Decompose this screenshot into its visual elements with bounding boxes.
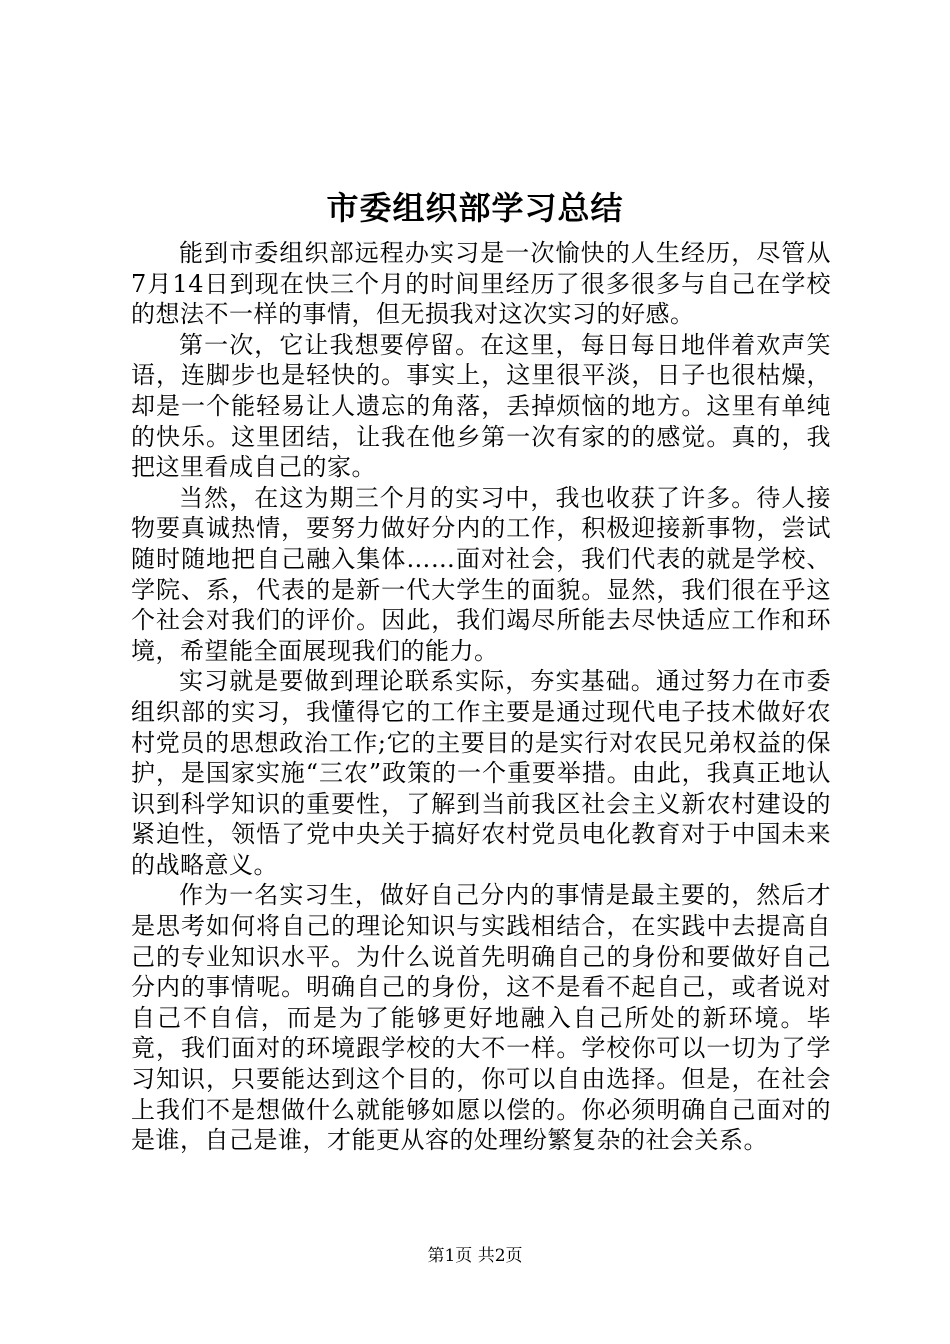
paragraph-4: 实习就是要做到理论联系实际，夯实基础。通过努力在市委组织部的实习，我懂得它的工作主要是通过现代电子技术做好农村党员的思想政治工作;它的主要目的是实行对农民兄弟权益的保护，是国家实施“三农”政策的一个重要举措。由此，我真正地认识到科学知识的重要性，了解到当前我区社会主义新农村建设的紧迫性，领悟了党中央关于搞好农村党员电化教育对于中国未来的战略意义。 bbox=[131, 667, 831, 879]
paragraph-5: 作为一名实习生，做好自己分内的事情是最主要的，然后才是思考如何将自己的理论知识与实践相结合，在实践中去提高自己的专业知识水平。为什么说首先明确自己的身份和要做好自己分内的事情呢。明确自己的身份，这不是看不起自己，或者说对自己不自信，而是为了能够更好地融入自己所处的新环境。毕竟，我们面对的环境跟学校的大不一样。学校你可以一切为了学习知识，只要能达到这个目的，你可以自由选择。但是，在社会上我们不是想做什么就能够如愿以偿的。你必须明确自己面对的是谁，自己是谁，才能更从容的处理纷繁复杂的社会关系。 bbox=[131, 881, 831, 1155]
paragraph-3: 当然，在这为期三个月的实习中，我也收获了许多。待人接物要真诚热情，要努力做好分内的工作，积极迎接新事物，尝试随时随地把自己融入集体……面对社会，我们代表的就是学校、学院、系，代表的是新一代大学生的面貌。显然，我们很在乎这个社会对我们的评价。因此，我们竭尽所能去尽快适应工作和环境，希望能全面展现我们的能力。 bbox=[131, 483, 831, 665]
paragraph-2: 第一次，它让我想要停留。在这里，每日每日地伴着欢声笑语，连脚步也是轻快的。事实上，这里很平淡，日子也很枯燥，却是一个能轻易让人遗忘的角落，丢掉烦恼的地方。这里有单纯的快乐。这里团结，让我在他乡第一次有家的的感觉。真的，我把这里看成自己的家。 bbox=[131, 330, 831, 482]
document-title: 市委组织部学习总结 bbox=[326, 189, 624, 227]
page-number-footer: 第1页 共2页 bbox=[427, 1246, 523, 1266]
document-body bbox=[131, 238, 831, 1156]
paragraph-1: 能到市委组织部远程办实习是一次愉快的人生经历，尽管从7月14日到现在快三个月的时间里经历了很多很多与自己在学校的想法不一样的事情，但无损我对这次实习的好感。 bbox=[131, 239, 831, 329]
